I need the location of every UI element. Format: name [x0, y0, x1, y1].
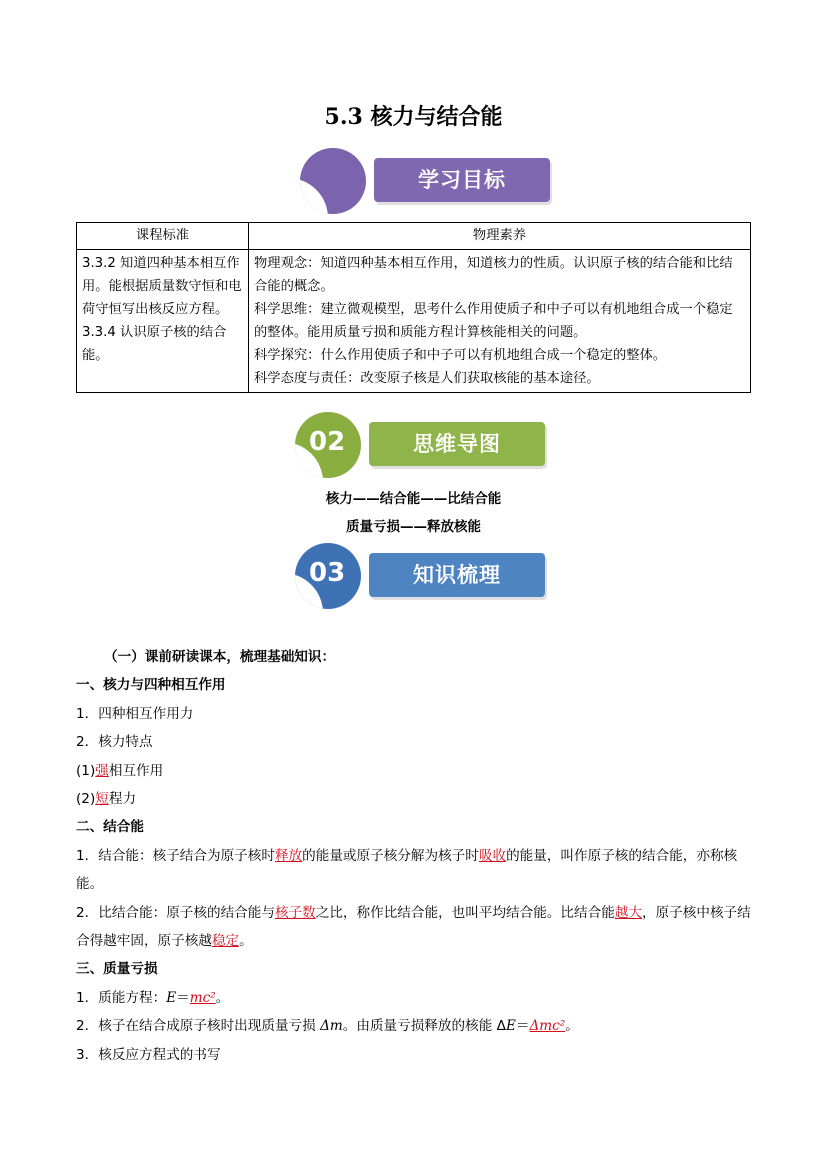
paragraph: 1．结合能：核子结合为原子核时释放的能量或原子核分解为核子时吸收的能量，叫作原子核的结合能，亦称核能。: [76, 847, 738, 893]
intro-heading: （一）课前研读课本，梳理基础知识：: [104, 649, 336, 665]
section-banner-knowledge: [295, 543, 555, 609]
table-cell-literacy: [249, 250, 751, 393]
section-badge: [295, 412, 361, 478]
knowledge-body: [76, 643, 756, 1069]
section-badge: [295, 543, 361, 609]
table-cell-standard: [77, 250, 249, 393]
table-row: [77, 250, 751, 393]
answer-blank: 越大: [614, 904, 642, 921]
answer-blank: 释放: [274, 847, 303, 864]
answer-blank: mc²: [189, 989, 216, 1006]
section-banner-mindmap: [295, 412, 555, 478]
answer-blank: 强: [95, 762, 109, 779]
list-item: 2．核力特点: [76, 734, 153, 751]
paragraph: 3．核反应方程式的书写: [76, 1046, 221, 1063]
paragraph: 1．质能方程：E＝mc²。: [76, 989, 230, 1006]
table-header-cell: 课程标准: [77, 223, 249, 250]
section-number: 03: [309, 558, 346, 588]
answer-blank: 吸收: [478, 847, 507, 864]
table-header-row: [77, 223, 751, 250]
section-label: 知识梳理: [369, 553, 545, 597]
section-banner-goals: [300, 148, 560, 214]
mindmap-line: 核力——结合能——比结合能: [325, 491, 502, 507]
section-label: 思维导图: [369, 422, 545, 466]
answer-blank: 短: [95, 791, 109, 808]
section-label: 学习目标: [374, 158, 550, 202]
standard-text: 3.3.2 知道四种基本相互作用。能根据质量数守恒和电荷守恒写出核反应方程。: [82, 256, 242, 317]
standards-table: [76, 222, 751, 393]
section-number: 02: [309, 427, 346, 457]
heading-2: 二、结合能: [76, 819, 144, 836]
paragraph: 2．核子在结合成原子核时出现质量亏损 Δm。由质量亏损释放的核能 ΔE＝Δmc²。: [76, 1018, 579, 1035]
list-item: (1)强相互作用: [76, 762, 164, 779]
table-header-cell: 物理素养: [249, 223, 751, 250]
heading-3: 三、质量亏损: [76, 961, 158, 978]
literacy-text: 物理观念：知道四种基本相互作用，知道核力的性质。认识原子核的结合能和比结合能的概念。: [254, 256, 733, 294]
literacy-text: 科学思维：建立微观模型，思考什么作用使质子和中子可以有机地组合成一个稳定的整体。能用质量亏损和质能方程计算核能相关的问题。: [254, 302, 733, 340]
paragraph: 2．比结合能：原子核的结合能与核子数之比，称作比结合能，也叫平均结合能。比结合能越大，原子核中核子结合得越牢固，原子核越稳定。: [76, 904, 751, 950]
list-item: 1．四种相互作用力: [76, 705, 194, 722]
literacy-text: 科学态度与责任：改变原子核是人们获取核能的基本途径。: [254, 371, 600, 386]
heading-1: 一、核力与四种相互作用: [76, 677, 226, 694]
section-badge: [300, 148, 366, 214]
literacy-text: 科学探究：什么作用使质子和中子可以有机地组合成一个稳定的整体。: [254, 348, 667, 363]
standard-text: 3.3.4 认识原子核的结合能。: [82, 325, 227, 363]
page-title: 5.3 核力与结合能: [324, 104, 503, 130]
answer-blank: Δmc²: [529, 1018, 566, 1035]
answer-blank: 核子数: [274, 904, 316, 921]
list-item: (2)短程力: [76, 791, 137, 808]
mindmap-line: 质量亏损——释放核能: [346, 519, 481, 535]
answer-blank: 稳定: [211, 933, 240, 950]
